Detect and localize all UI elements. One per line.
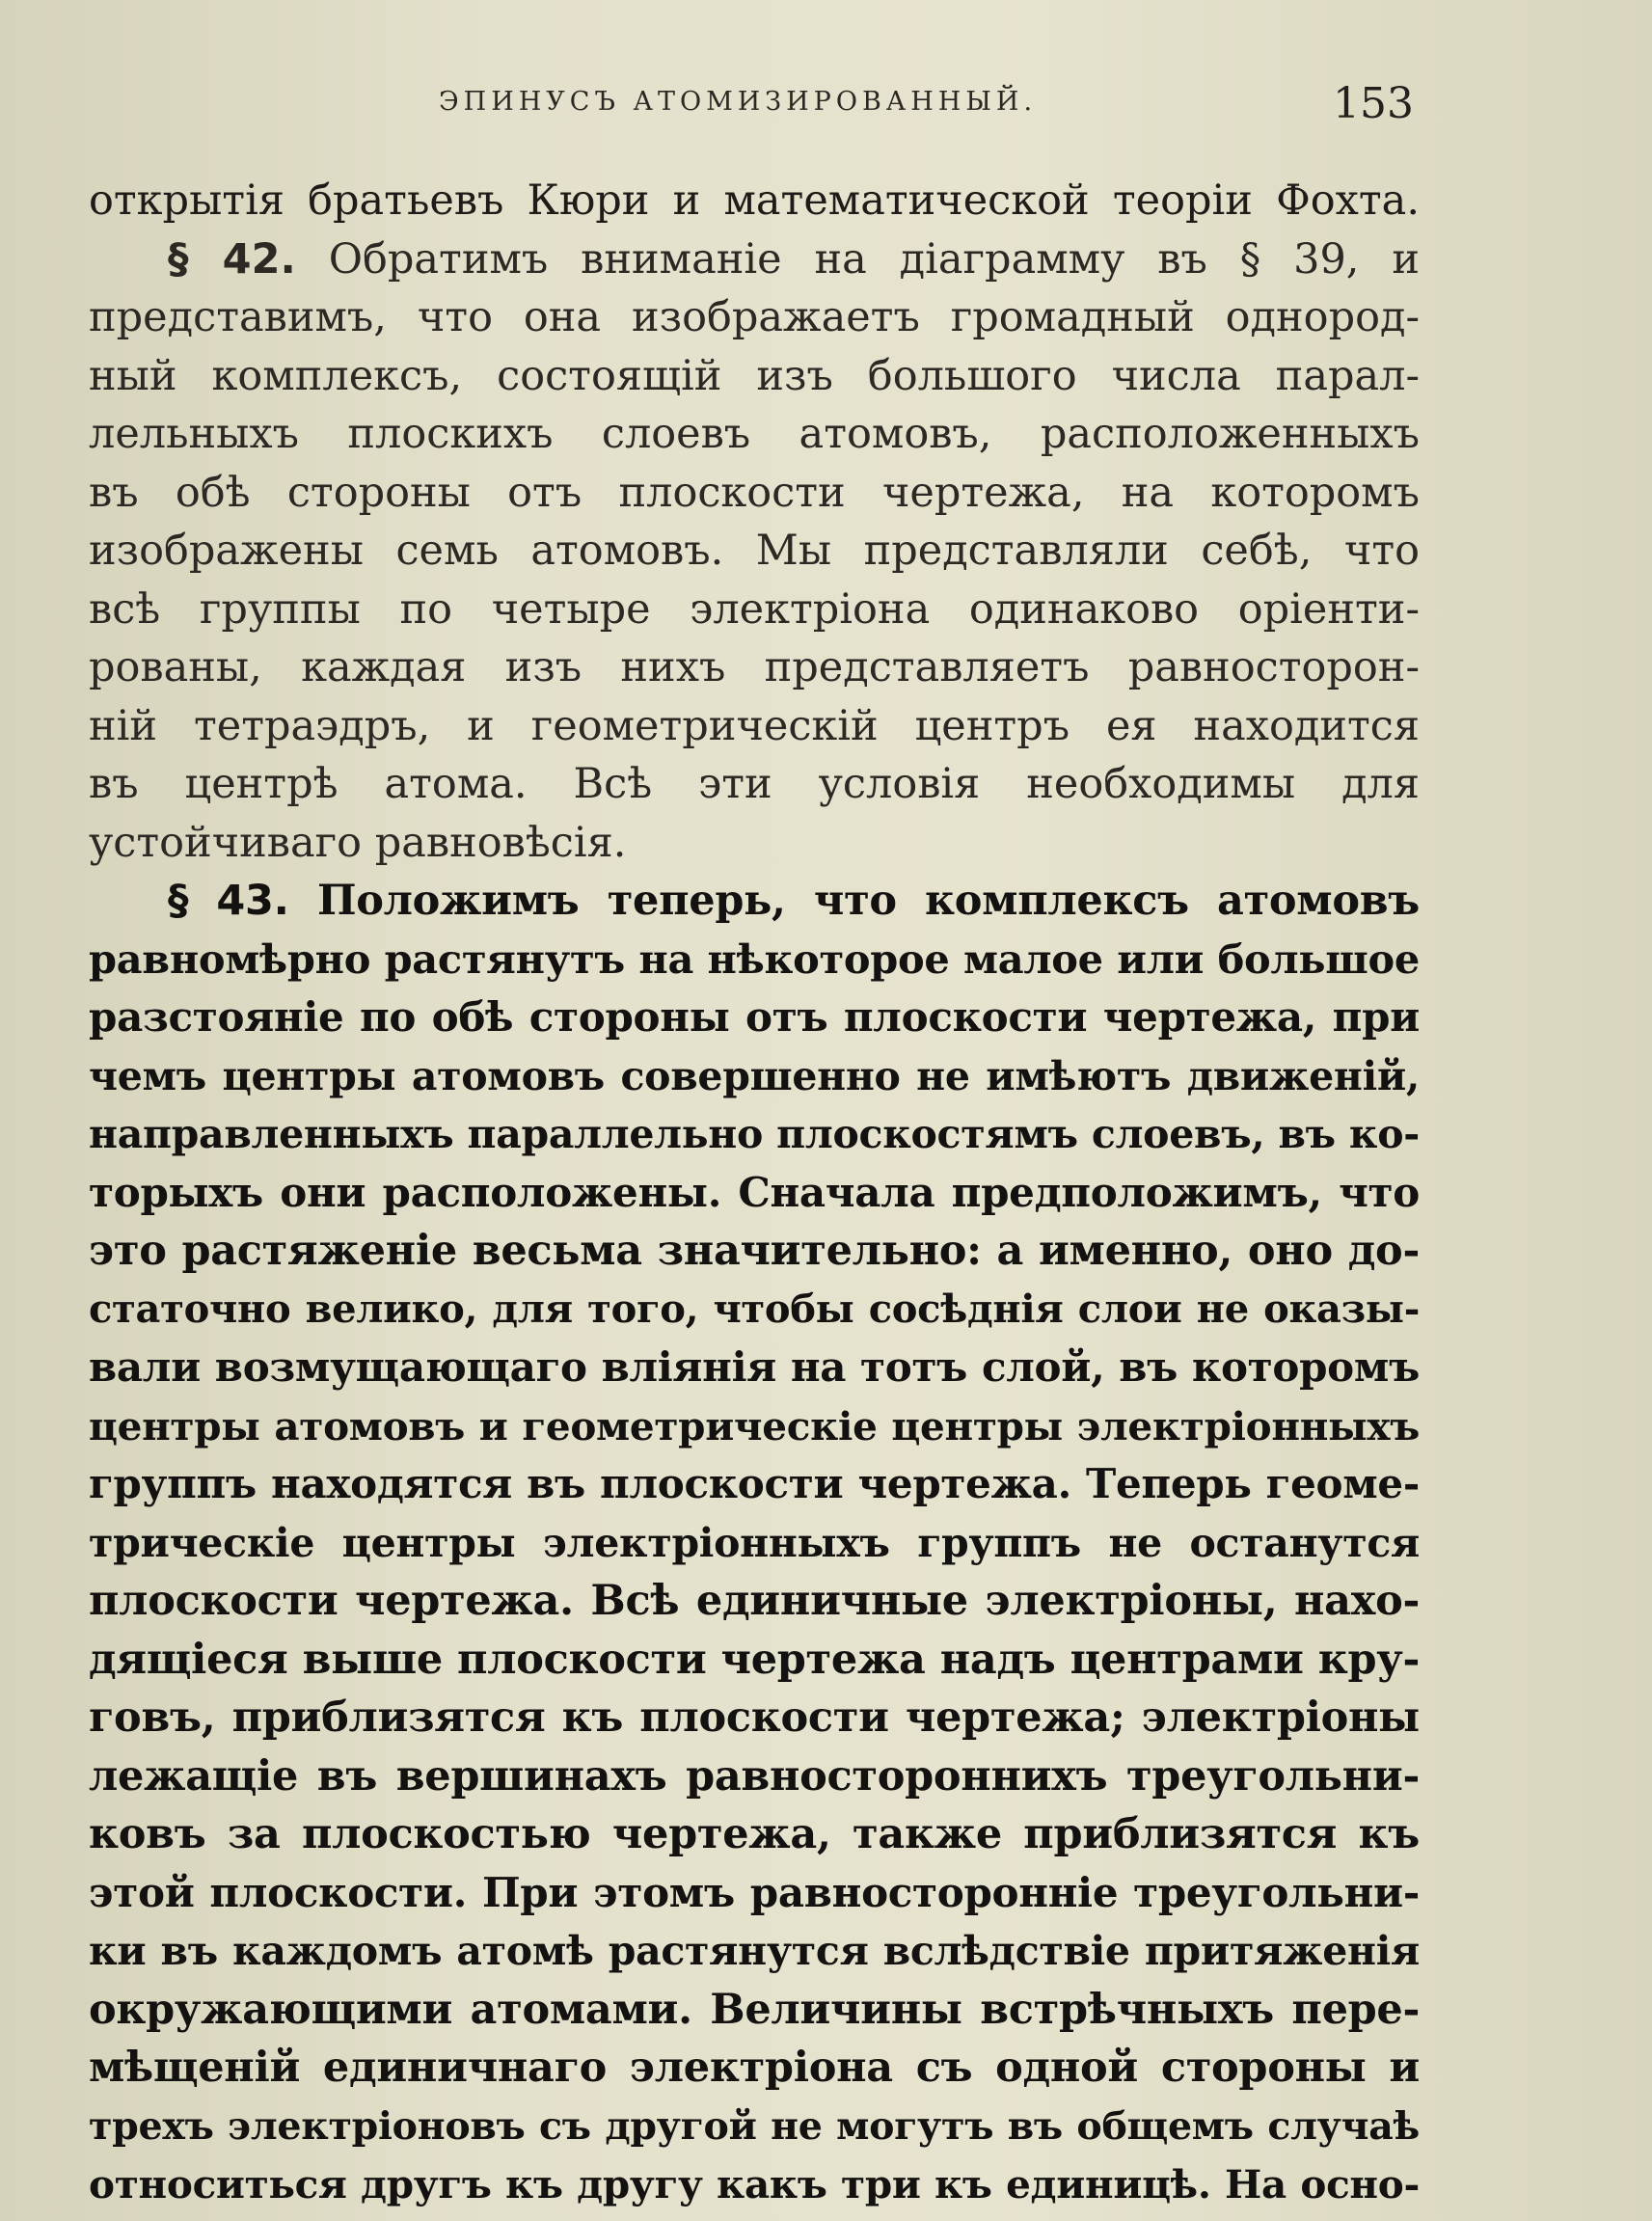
- page-number: 153: [1333, 79, 1414, 128]
- text-line: центры атомовъ и геометрическіе центры электріонныхъ: [89, 1402, 1420, 1449]
- text-line: въ центрѣ атома. Всѣ эти условія необходимы для: [89, 760, 1420, 808]
- paragraph-41-end: [89, 172, 1420, 230]
- text-line: лельныхъ плоскихъ слоевъ атомовъ, расположенныхъ: [89, 410, 1420, 458]
- text-line: торыхъ они расположены. Сначала предположимъ, что: [89, 1168, 1420, 1216]
- text-line: это растяженіе весьма значительно: а именно, оно до-: [89, 1227, 1420, 1275]
- text-line: трическіе центры электріонныхъ группъ не останутся: [89, 1519, 1420, 1566]
- text-line-content: Положимъ теперь, что комплексъ атомовъ: [288, 877, 1420, 925]
- text-line: ковъ за плоскостью чертежа, также приблизятся къ: [89, 1810, 1420, 1858]
- section-number: § 43.: [168, 877, 289, 925]
- text-line: ный комплексъ, состоящій изъ большого числа парал-: [89, 351, 1420, 400]
- running-head: [0, 79, 1652, 137]
- text-line: изображены семь атомовъ. Мы представляли себѣ, что: [89, 527, 1420, 575]
- text-line: ній тетраэдръ, и геометрическій центръ ея находится: [89, 701, 1420, 750]
- text-line: разстояніе по обѣ стороны отъ плоскости чертежа, при: [89, 993, 1420, 1041]
- section-number: § 42.: [168, 234, 296, 284]
- text-line: лежащіе въ вершинахъ равностороннихъ треугольни-: [89, 1751, 1420, 1801]
- text-line: чемъ центры атомовъ совершенно не имѣютъ движеній,: [89, 1052, 1420, 1099]
- text-line: представимъ, что она изображаетъ громадный однород-: [89, 293, 1420, 341]
- text-line: рованы, каждая изъ нихъ представляетъ равносторон-: [89, 643, 1420, 691]
- text-line: дящіеся выше плоскости чертежа надъ центрами кру-: [89, 1635, 1420, 1684]
- running-title: ЭПИНУСЪ АТОМИЗИРОВАННЫЙ.: [439, 87, 1038, 117]
- text-line: этой плоскости. При этомъ равносторонніе треугольни-: [89, 1868, 1420, 1916]
- text-line: статочно велико, для того, чтобы сосѣднія слои не оказы-: [89, 1286, 1420, 1332]
- text-line: равномѣрно растянутъ на нѣкоторое малое или большое: [89, 934, 1420, 983]
- body-text: [89, 172, 1420, 2214]
- text-line: мѣщеній единичнаго электріона съ одной стороны и: [89, 2044, 1420, 2092]
- text-line: устойчиваго равновѣсія.: [89, 818, 627, 867]
- text-line: группъ находятся въ плоскости чертежа. Теперь геоме-: [89, 1460, 1420, 1507]
- paragraph-42: [89, 230, 1420, 873]
- text-line: трехъ электріоновъ съ другой не могутъ въ общемъ случаѣ: [89, 2103, 1420, 2149]
- text-line: окружающими атомами. Величины встрѣчныхъ пере-: [89, 1985, 1420, 2034]
- text-line: открытія братьевъ Кюри и математической теоріи Фохта.: [89, 176, 1420, 225]
- text-line: въ обѣ стороны отъ плоскости чертежа, на которомъ: [89, 468, 1420, 517]
- text-line: относиться другъ къ другу какъ три къ единицѣ. На осно-: [89, 2161, 1420, 2207]
- text-line: [89, 872, 1420, 931]
- text-line: всѣ группы по четыре электріона одинаково оріенти-: [89, 584, 1420, 634]
- text-line: вали возмущающаго вліянія на тотъ слой, въ которомъ: [89, 1343, 1420, 1391]
- text-line: говъ, приблизятся къ плоскости чертежа; электріоны: [89, 1693, 1420, 1742]
- text-line-content: Обратимъ вниманіе на діаграмму въ § 39, и: [295, 234, 1420, 284]
- text-line: ки въ каждомъ атомѣ растянутся вслѣдствіе притяженія: [89, 1928, 1420, 1974]
- text-line: [89, 230, 1420, 289]
- text-line: направленныхъ параллельно плоскостямъ слоевъ, въ ко-: [89, 1111, 1420, 1157]
- paragraph-43: [89, 872, 1420, 2214]
- text-line: плоскости чертежа. Всѣ единичные электріоны, нахо-: [89, 1577, 1420, 1625]
